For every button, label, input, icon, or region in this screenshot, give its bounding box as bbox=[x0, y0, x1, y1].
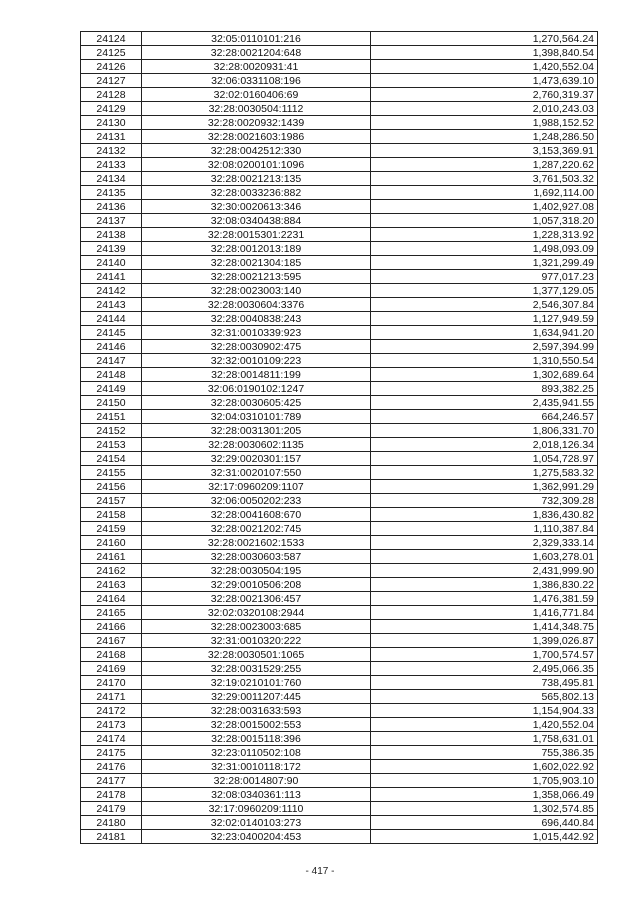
record-number-cell: 24175 bbox=[81, 746, 142, 760]
cadastral-number-cell: 32:06:0331108:196 bbox=[142, 74, 371, 88]
record-number-cell: 24143 bbox=[81, 298, 142, 312]
table-row bbox=[81, 606, 598, 620]
cadastral-value-cell: 1,758,631.01 bbox=[371, 732, 598, 746]
cadastral-number-cell: 32:31:0020107:550 bbox=[142, 466, 371, 480]
record-number-cell: 24140 bbox=[81, 256, 142, 270]
record-number-cell: 24129 bbox=[81, 102, 142, 116]
table-row bbox=[81, 382, 598, 396]
table-row bbox=[81, 270, 598, 284]
table-row bbox=[81, 648, 598, 662]
cadastral-number-cell: 32:23:0110502:108 bbox=[142, 746, 371, 760]
record-number-cell: 24177 bbox=[81, 774, 142, 788]
records-table-body bbox=[81, 32, 598, 844]
record-number-cell: 24128 bbox=[81, 88, 142, 102]
table-row bbox=[81, 788, 598, 802]
cadastral-number-cell: 32:17:0960209:1110 bbox=[142, 802, 371, 816]
record-number-cell: 24170 bbox=[81, 676, 142, 690]
cadastral-value-cell: 1,420,552.04 bbox=[371, 718, 598, 732]
cadastral-number-cell: 32:23:0400204:453 bbox=[142, 830, 371, 844]
table-row bbox=[81, 186, 598, 200]
table-row bbox=[81, 718, 598, 732]
table-row bbox=[81, 144, 598, 158]
table-row bbox=[81, 438, 598, 452]
table-row bbox=[81, 200, 598, 214]
cadastral-number-cell: 32:05:0110101:216 bbox=[142, 32, 371, 46]
cadastral-value-cell: 664,246.57 bbox=[371, 410, 598, 424]
table-row bbox=[81, 816, 598, 830]
table-row bbox=[81, 284, 598, 298]
table-row bbox=[81, 480, 598, 494]
table-row bbox=[81, 256, 598, 270]
cadastral-value-cell: 1,473,639.10 bbox=[371, 74, 598, 88]
cadastral-value-cell: 1,603,278.01 bbox=[371, 550, 598, 564]
record-number-cell: 24134 bbox=[81, 172, 142, 186]
table-row bbox=[81, 396, 598, 410]
record-number-cell: 24158 bbox=[81, 508, 142, 522]
cadastral-value-cell: 1,602,022.92 bbox=[371, 760, 598, 774]
cadastral-number-cell: 32:28:0031301:205 bbox=[142, 424, 371, 438]
cadastral-number-cell: 32:28:0021304:185 bbox=[142, 256, 371, 270]
record-number-cell: 24163 bbox=[81, 578, 142, 592]
table-row bbox=[81, 522, 598, 536]
cadastral-number-cell: 32:28:0021306:457 bbox=[142, 592, 371, 606]
table-row bbox=[81, 214, 598, 228]
cadastral-value-cell: 1,414,348.75 bbox=[371, 620, 598, 634]
record-number-cell: 24160 bbox=[81, 536, 142, 550]
record-number-cell: 24135 bbox=[81, 186, 142, 200]
table-row bbox=[81, 494, 598, 508]
cadastral-number-cell: 32:29:0010506:208 bbox=[142, 578, 371, 592]
cadastral-number-cell: 32:02:0320108:2944 bbox=[142, 606, 371, 620]
table-row bbox=[81, 704, 598, 718]
record-number-cell: 24132 bbox=[81, 144, 142, 158]
cadastral-value-cell: 738,495.81 bbox=[371, 676, 598, 690]
record-number-cell: 24178 bbox=[81, 788, 142, 802]
cadastral-number-cell: 32:31:0010339:923 bbox=[142, 326, 371, 340]
record-number-cell: 24133 bbox=[81, 158, 142, 172]
table-row bbox=[81, 424, 598, 438]
cadastral-value-cell: 1,476,381.59 bbox=[371, 592, 598, 606]
cadastral-number-cell: 32:28:0030603:587 bbox=[142, 550, 371, 564]
record-number-cell: 24142 bbox=[81, 284, 142, 298]
cadastral-value-cell: 1,154,904.33 bbox=[371, 704, 598, 718]
cadastral-value-cell: 1,248,286.50 bbox=[371, 130, 598, 144]
cadastral-number-cell: 32:28:0021213:595 bbox=[142, 270, 371, 284]
cadastral-number-cell: 32:30:0020613:346 bbox=[142, 200, 371, 214]
cadastral-value-cell: 2,010,243.03 bbox=[371, 102, 598, 116]
record-number-cell: 24147 bbox=[81, 354, 142, 368]
record-number-cell: 24146 bbox=[81, 340, 142, 354]
cadastral-number-cell: 32:28:0015301:2231 bbox=[142, 228, 371, 242]
table-row bbox=[81, 676, 598, 690]
record-number-cell: 24148 bbox=[81, 368, 142, 382]
record-number-cell: 24165 bbox=[81, 606, 142, 620]
cadastral-number-cell: 32:28:0021603:1986 bbox=[142, 130, 371, 144]
record-number-cell: 24144 bbox=[81, 312, 142, 326]
record-number-cell: 24139 bbox=[81, 242, 142, 256]
cadastral-value-cell: 1,416,771.84 bbox=[371, 606, 598, 620]
cadastral-number-cell: 32:28:0030504:1112 bbox=[142, 102, 371, 116]
table-row bbox=[81, 312, 598, 326]
record-number-cell: 24169 bbox=[81, 662, 142, 676]
table-row bbox=[81, 830, 598, 844]
record-number-cell: 24181 bbox=[81, 830, 142, 844]
cadastral-value-cell: 1,988,152.52 bbox=[371, 116, 598, 130]
cadastral-number-cell: 32:28:0040838:243 bbox=[142, 312, 371, 326]
record-number-cell: 24173 bbox=[81, 718, 142, 732]
table-row bbox=[81, 564, 598, 578]
table-row bbox=[81, 242, 598, 256]
cadastral-value-cell: 1,634,941.20 bbox=[371, 326, 598, 340]
record-number-cell: 24159 bbox=[81, 522, 142, 536]
records-table bbox=[80, 31, 598, 844]
table-row bbox=[81, 102, 598, 116]
cadastral-value-cell: 1,420,552.04 bbox=[371, 60, 598, 74]
cadastral-value-cell: 1,836,430.82 bbox=[371, 508, 598, 522]
table-row bbox=[81, 732, 598, 746]
cadastral-value-cell: 1,399,026.87 bbox=[371, 634, 598, 648]
cadastral-value-cell: 2,329,333.14 bbox=[371, 536, 598, 550]
cadastral-number-cell: 32:28:0020931:41 bbox=[142, 60, 371, 74]
table-row bbox=[81, 368, 598, 382]
record-number-cell: 24167 bbox=[81, 634, 142, 648]
table-row bbox=[81, 634, 598, 648]
table-row bbox=[81, 662, 598, 676]
record-number-cell: 24137 bbox=[81, 214, 142, 228]
table-row bbox=[81, 116, 598, 130]
record-number-cell: 24168 bbox=[81, 648, 142, 662]
cadastral-value-cell: 2,431,999.90 bbox=[371, 564, 598, 578]
table-row bbox=[81, 172, 598, 186]
cadastral-number-cell: 32:06:0050202:233 bbox=[142, 494, 371, 508]
table-row bbox=[81, 620, 598, 634]
record-number-cell: 24149 bbox=[81, 382, 142, 396]
cadastral-value-cell: 1,310,550.54 bbox=[371, 354, 598, 368]
cadastral-number-cell: 32:28:0015002:553 bbox=[142, 718, 371, 732]
record-number-cell: 24131 bbox=[81, 130, 142, 144]
cadastral-value-cell: 1,054,728.97 bbox=[371, 452, 598, 466]
record-number-cell: 24161 bbox=[81, 550, 142, 564]
cadastral-value-cell: 1,700,574.57 bbox=[371, 648, 598, 662]
cadastral-value-cell: 696,440.84 bbox=[371, 816, 598, 830]
cadastral-value-cell: 755,386.35 bbox=[371, 746, 598, 760]
cadastral-value-cell: 1,377,129.05 bbox=[371, 284, 598, 298]
cadastral-value-cell: 1,386,830.22 bbox=[371, 578, 598, 592]
cadastral-value-cell: 1,362,991.29 bbox=[371, 480, 598, 494]
page-number: - 417 - bbox=[305, 866, 335, 877]
table-row bbox=[81, 466, 598, 480]
cadastral-number-cell: 32:28:0012013:189 bbox=[142, 242, 371, 256]
cadastral-number-cell: 32:28:0021204:648 bbox=[142, 46, 371, 60]
table-row bbox=[81, 158, 598, 172]
table-row bbox=[81, 746, 598, 760]
cadastral-number-cell: 32:28:0021213:135 bbox=[142, 172, 371, 186]
cadastral-value-cell: 565,802.13 bbox=[371, 690, 598, 704]
table-row bbox=[81, 802, 598, 816]
cadastral-number-cell: 32:28:0030604:3376 bbox=[142, 298, 371, 312]
cadastral-number-cell: 32:17:0960209:1107 bbox=[142, 480, 371, 494]
cadastral-value-cell: 1,498,093.09 bbox=[371, 242, 598, 256]
record-number-cell: 24162 bbox=[81, 564, 142, 578]
cadastral-value-cell: 1,228,313.92 bbox=[371, 228, 598, 242]
cadastral-number-cell: 32:29:0020301:157 bbox=[142, 452, 371, 466]
record-number-cell: 24153 bbox=[81, 438, 142, 452]
table-row bbox=[81, 88, 598, 102]
cadastral-number-cell: 32:08:0340438:884 bbox=[142, 214, 371, 228]
table-row bbox=[81, 46, 598, 60]
table-row bbox=[81, 690, 598, 704]
record-number-cell: 24141 bbox=[81, 270, 142, 284]
cadastral-value-cell: 2,435,941.55 bbox=[371, 396, 598, 410]
table-row bbox=[81, 228, 598, 242]
table-row bbox=[81, 340, 598, 354]
record-number-cell: 24174 bbox=[81, 732, 142, 746]
cadastral-number-cell: 32:28:0041608:670 bbox=[142, 508, 371, 522]
cadastral-value-cell: 3,153,369.91 bbox=[371, 144, 598, 158]
cadastral-number-cell: 32:02:0140103:273 bbox=[142, 816, 371, 830]
cadastral-value-cell: 1,275,583.32 bbox=[371, 466, 598, 480]
cadastral-value-cell: 1,302,574.85 bbox=[371, 802, 598, 816]
cadastral-number-cell: 32:28:0042512:330 bbox=[142, 144, 371, 158]
cadastral-value-cell: 1,287,220.62 bbox=[371, 158, 598, 172]
record-number-cell: 24154 bbox=[81, 452, 142, 466]
table-row bbox=[81, 550, 598, 564]
record-number-cell: 24127 bbox=[81, 74, 142, 88]
cadastral-value-cell: 2,597,394.99 bbox=[371, 340, 598, 354]
table-row bbox=[81, 298, 598, 312]
table-row bbox=[81, 774, 598, 788]
cadastral-number-cell: 32:28:0030602:1135 bbox=[142, 438, 371, 452]
record-number-cell: 24155 bbox=[81, 466, 142, 480]
table-row bbox=[81, 536, 598, 550]
cadastral-number-cell: 32:28:0020932:1439 bbox=[142, 116, 371, 130]
cadastral-number-cell: 32:28:0030605:425 bbox=[142, 396, 371, 410]
table-row bbox=[81, 760, 598, 774]
cadastral-number-cell: 32:31:0010320:222 bbox=[142, 634, 371, 648]
cadastral-number-cell: 32:02:0160406:69 bbox=[142, 88, 371, 102]
cadastral-value-cell: 2,495,066.35 bbox=[371, 662, 598, 676]
record-number-cell: 24125 bbox=[81, 46, 142, 60]
cadastral-value-cell: 893,382.25 bbox=[371, 382, 598, 396]
record-number-cell: 24171 bbox=[81, 690, 142, 704]
cadastral-number-cell: 32:28:0023003:140 bbox=[142, 284, 371, 298]
cadastral-number-cell: 32:28:0031529:255 bbox=[142, 662, 371, 676]
cadastral-number-cell: 32:28:0014811:199 bbox=[142, 368, 371, 382]
cadastral-value-cell: 1,302,689.64 bbox=[371, 368, 598, 382]
table-row bbox=[81, 592, 598, 606]
cadastral-value-cell: 1,110,387.84 bbox=[371, 522, 598, 536]
cadastral-value-cell: 1,321,299.49 bbox=[371, 256, 598, 270]
record-number-cell: 24176 bbox=[81, 760, 142, 774]
record-number-cell: 24156 bbox=[81, 480, 142, 494]
table-row bbox=[81, 578, 598, 592]
record-number-cell: 24180 bbox=[81, 816, 142, 830]
cadastral-value-cell: 3,761,503.32 bbox=[371, 172, 598, 186]
cadastral-value-cell: 2,760,319.37 bbox=[371, 88, 598, 102]
record-number-cell: 24126 bbox=[81, 60, 142, 74]
cadastral-value-cell: 1,015,442.92 bbox=[371, 830, 598, 844]
record-number-cell: 24151 bbox=[81, 410, 142, 424]
cadastral-value-cell: 1,692,114.00 bbox=[371, 186, 598, 200]
cadastral-value-cell: 1,358,066.49 bbox=[371, 788, 598, 802]
cadastral-number-cell: 32:04:0310101:789 bbox=[142, 410, 371, 424]
cadastral-number-cell: 32:28:0030902:475 bbox=[142, 340, 371, 354]
table-row bbox=[81, 508, 598, 522]
cadastral-value-cell: 2,546,307.84 bbox=[371, 298, 598, 312]
cadastral-value-cell: 732,309.28 bbox=[371, 494, 598, 508]
record-number-cell: 24136 bbox=[81, 200, 142, 214]
table-row bbox=[81, 354, 598, 368]
record-number-cell: 24172 bbox=[81, 704, 142, 718]
cadastral-value-cell: 1,270,564.24 bbox=[371, 32, 598, 46]
cadastral-number-cell: 32:31:0010118:172 bbox=[142, 760, 371, 774]
cadastral-value-cell: 2,018,126.34 bbox=[371, 438, 598, 452]
table-row bbox=[81, 74, 598, 88]
cadastral-number-cell: 32:19:0210101:760 bbox=[142, 676, 371, 690]
record-number-cell: 24164 bbox=[81, 592, 142, 606]
cadastral-number-cell: 32:28:0030501:1065 bbox=[142, 648, 371, 662]
cadastral-value-cell: 1,402,927.08 bbox=[371, 200, 598, 214]
cadastral-value-cell: 1,705,903.10 bbox=[371, 774, 598, 788]
record-number-cell: 24145 bbox=[81, 326, 142, 340]
record-number-cell: 24179 bbox=[81, 802, 142, 816]
cadastral-number-cell: 32:28:0031633:593 bbox=[142, 704, 371, 718]
record-number-cell: 24138 bbox=[81, 228, 142, 242]
record-number-cell: 24166 bbox=[81, 620, 142, 634]
cadastral-number-cell: 32:28:0021202:745 bbox=[142, 522, 371, 536]
cadastral-number-cell: 32:28:0015118:396 bbox=[142, 732, 371, 746]
cadastral-number-cell: 32:06:0190102:1247 bbox=[142, 382, 371, 396]
cadastral-number-cell: 32:28:0030504:195 bbox=[142, 564, 371, 578]
table-row bbox=[81, 60, 598, 74]
table-row bbox=[81, 452, 598, 466]
cadastral-value-cell: 1,806,331.70 bbox=[371, 424, 598, 438]
record-number-cell: 24130 bbox=[81, 116, 142, 130]
cadastral-value-cell: 1,398,840.54 bbox=[371, 46, 598, 60]
cadastral-number-cell: 32:28:0023003:685 bbox=[142, 620, 371, 634]
cadastral-number-cell: 32:32:0010109:223 bbox=[142, 354, 371, 368]
cadastral-number-cell: 32:28:0033236:882 bbox=[142, 186, 371, 200]
cadastral-number-cell: 32:08:0340361:113 bbox=[142, 788, 371, 802]
cadastral-number-cell: 32:28:0021602:1533 bbox=[142, 536, 371, 550]
record-number-cell: 24124 bbox=[81, 32, 142, 46]
cadastral-number-cell: 32:28:0014807:90 bbox=[142, 774, 371, 788]
cadastral-value-cell: 977,017.23 bbox=[371, 270, 598, 284]
record-number-cell: 24157 bbox=[81, 494, 142, 508]
record-number-cell: 24152 bbox=[81, 424, 142, 438]
cadastral-number-cell: 32:08:0200101:1096 bbox=[142, 158, 371, 172]
table-row bbox=[81, 410, 598, 424]
record-number-cell: 24150 bbox=[81, 396, 142, 410]
cadastral-number-cell: 32:29:0011207:445 bbox=[142, 690, 371, 704]
cadastral-value-cell: 1,057,318.20 bbox=[371, 214, 598, 228]
table-row bbox=[81, 130, 598, 144]
cadastral-value-cell: 1,127,949.59 bbox=[371, 312, 598, 326]
table-row bbox=[81, 326, 598, 340]
table-row bbox=[81, 32, 598, 46]
